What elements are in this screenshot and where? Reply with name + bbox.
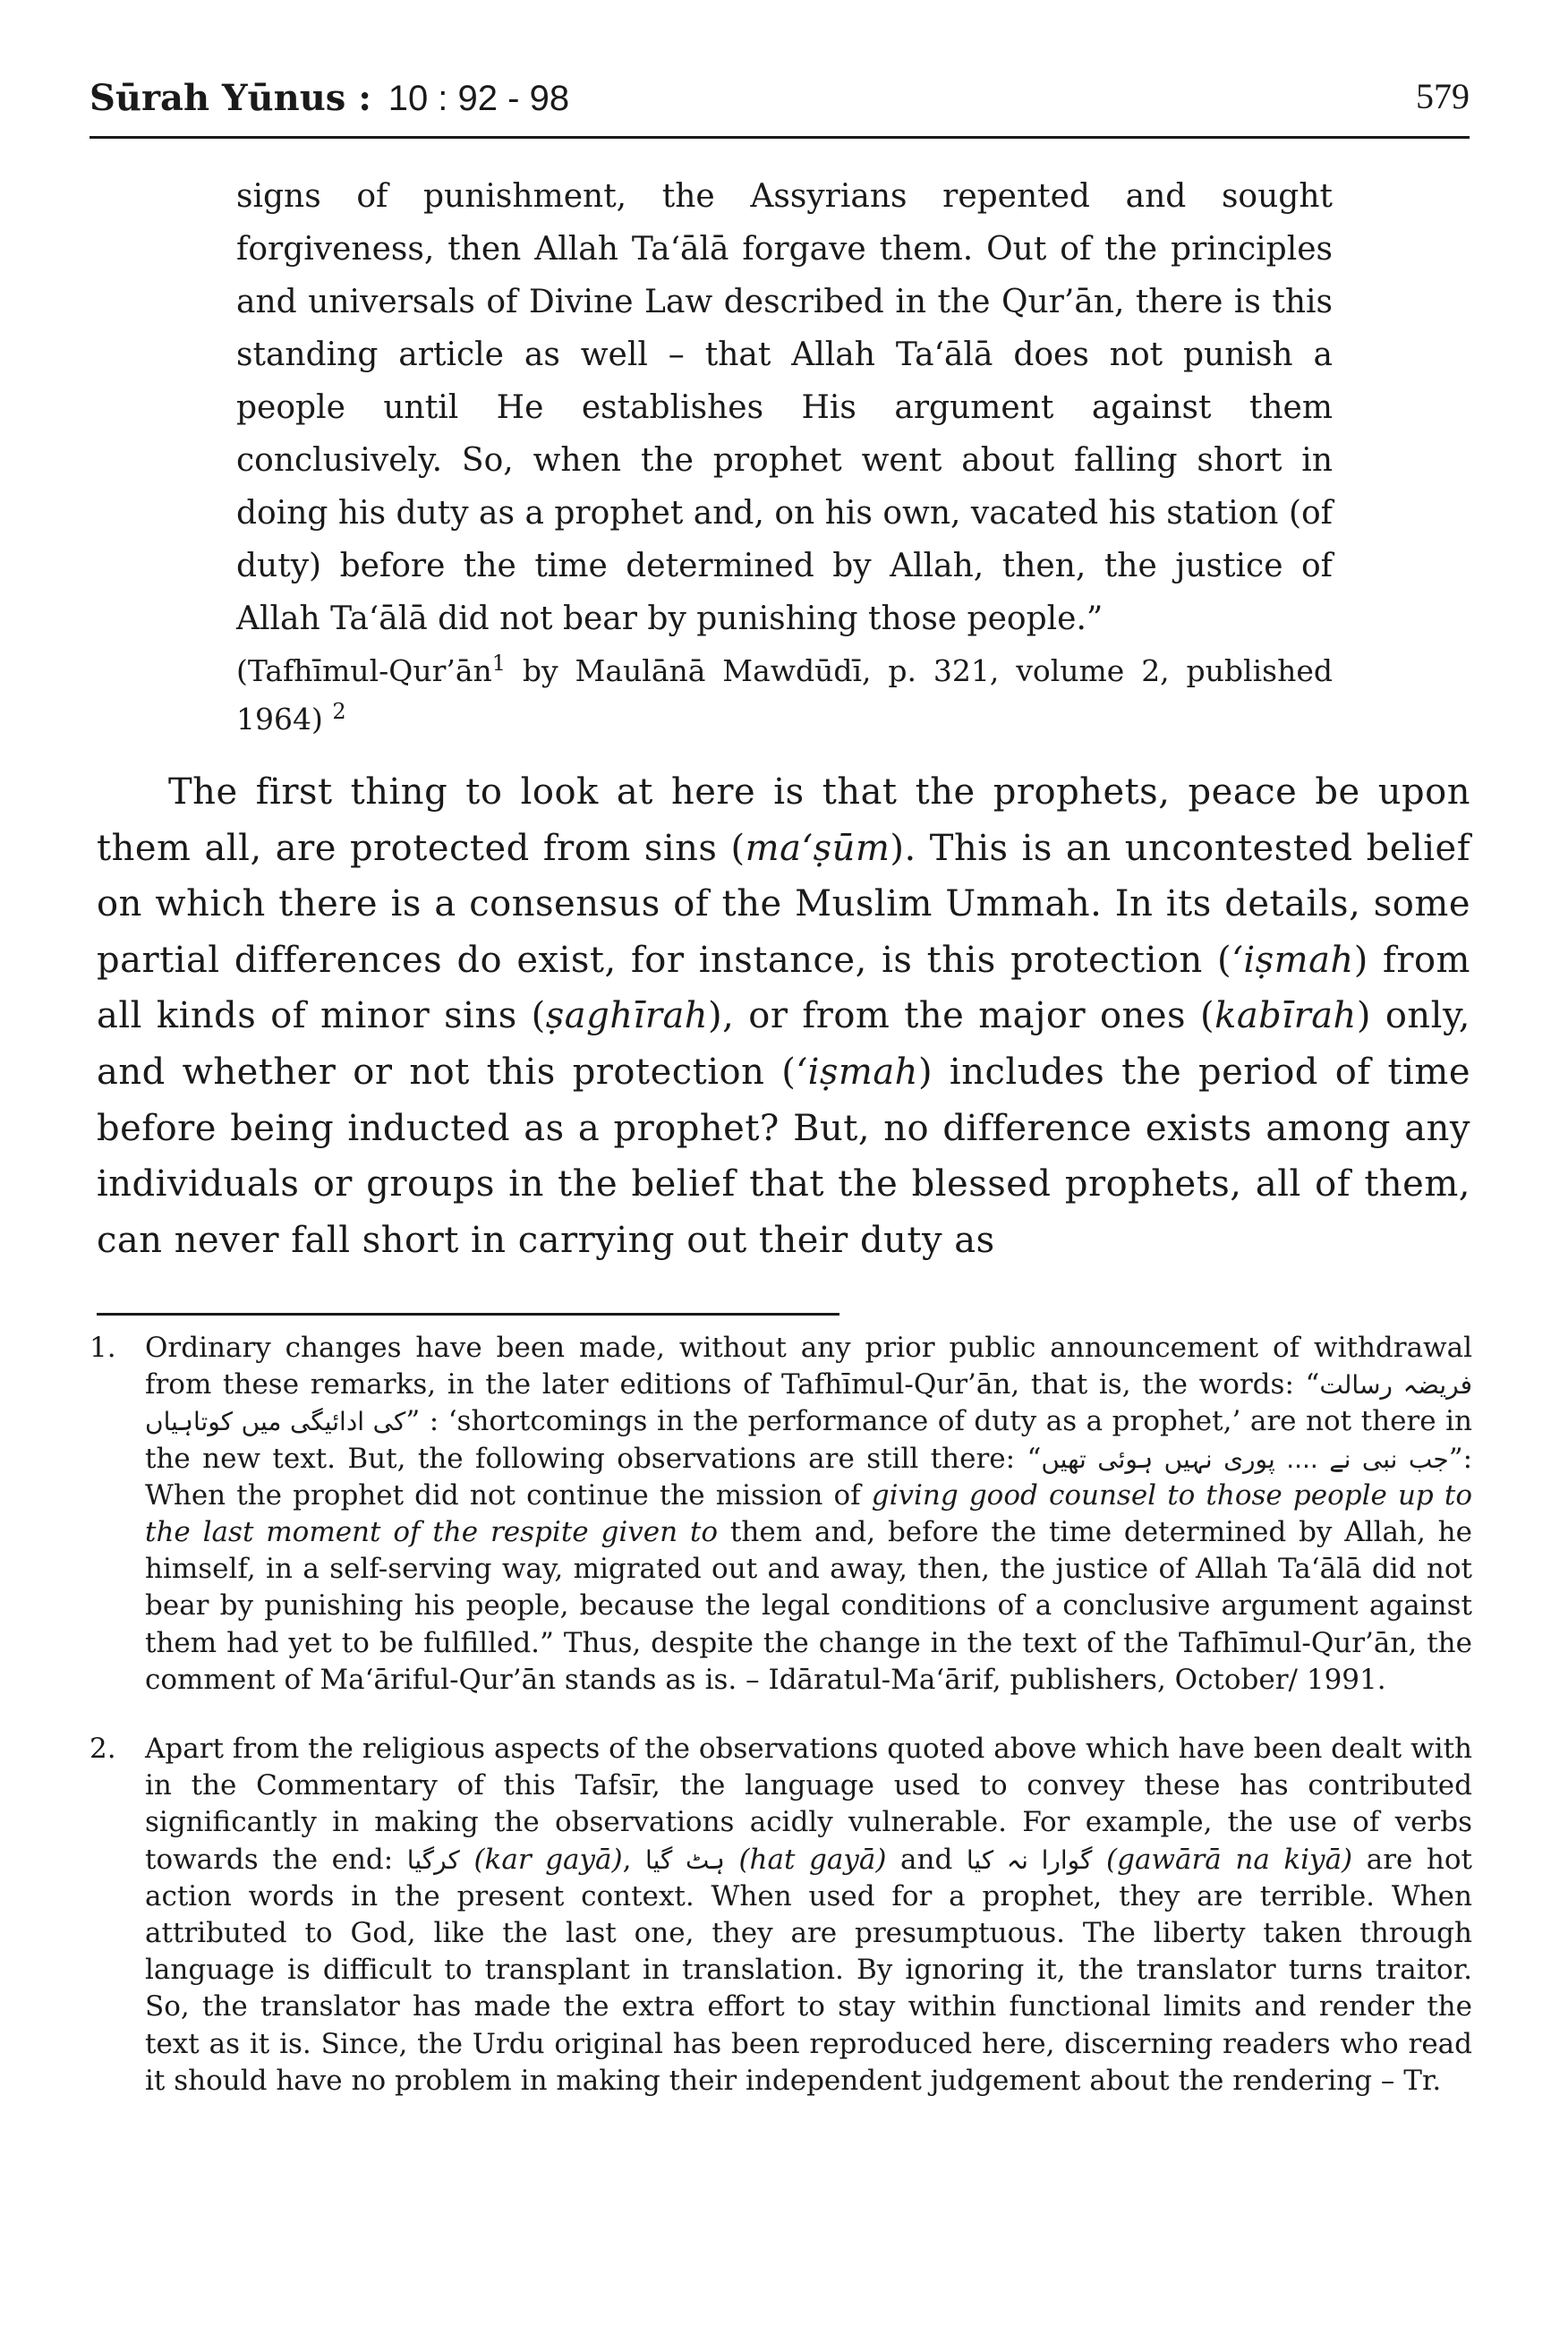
- footnote-ref-1[interactable]: 1: [491, 651, 507, 676]
- footnote-number: 2.: [89, 1733, 116, 1766]
- footnote-text: and: [886, 1843, 967, 1876]
- footnote-text: Ordinary changes have been made, without any prior public announcement of withdrawal from these remarks, in the later editions of Tafhīmul-Qur’ān, that is, the words: “: [145, 1332, 1472, 1401]
- transliteration: (hat gayā): [738, 1843, 887, 1876]
- footnote-rule: [97, 1313, 839, 1316]
- urdu-word: گوارا نہ کیا: [966, 1844, 1093, 1875]
- urdu-word: ہٹ گیا: [645, 1844, 725, 1875]
- text-run: ) from all kinds of minor sins (: [97, 939, 1470, 1037]
- page-number: 579: [1416, 76, 1470, 116]
- verse-reference: 10 : 92 - 98: [388, 79, 570, 118]
- footnotes: [89, 1330, 1472, 2100]
- term-masum: ma‘ṣūm: [745, 827, 891, 869]
- quote-citation: [236, 647, 1333, 744]
- term-kabirah: kabīrah: [1214, 995, 1357, 1037]
- footnote-text: them and, before the time determined by Allah, he himself, in a self-serving way, migrated out and away, then, the justice of Allah Ta‘ālā did not bear by punishing his people, because the legal conditions of a conclusive argument against them had yet to be fulfilled.” Thus, despite the change in the text of the Tafhīmul-Qur’ān, the comment of Ma‘āriful-Qur’ān stands as is. – Idāratul-Ma‘ārif, publishers, October/ 1991.: [145, 1516, 1472, 1696]
- footnote-text: ,: [622, 1843, 646, 1876]
- urdu-quote: فریضہ رسالت کی ادائیگی میں کوتاہیاں: [145, 1370, 1472, 1437]
- footnote-1: [89, 1330, 1472, 1699]
- transliteration: (kar gayā): [473, 1843, 623, 1876]
- urdu-quote: جب نبی نے .... پوری نہیں ہوئی تھیں: [1041, 1444, 1449, 1474]
- footnote-number: 1.: [89, 1332, 116, 1364]
- surah-name: Sūrah Yūnus :: [89, 77, 371, 119]
- header-title: [89, 77, 569, 119]
- footnote-text: Apart from the religious aspects of the observations quoted above which have been dealt with in the Commentary of this Tafsīr, the language used to convey these has contributed significantly in making the observations acidly vulnerable. For example, the use of verbs towards the end:: [145, 1733, 1472, 1876]
- main-text: [97, 764, 1470, 1268]
- urdu-word: کرگیا: [406, 1844, 460, 1875]
- citation-prefix: (Tafhīmul-Qur’ān: [236, 653, 492, 688]
- footnote-italic-text: giving good counsel to those people up to the last moment of the respite given to: [145, 1478, 1472, 1549]
- footnote-text: are hot action words in the present context. When used for a prophet, they are terrible. When attributed to God, like the last one, they are presumptuous. The liberty taken through language is difficult to transplant in translation. By ignoring it, the translator turns traitor. So, the translator has made the extra effort to stay within functional limits and render the text as it is. Since, the Urdu original has been reproduced here, discerning readers who read it should have no problem in making their independent judgement about the rendering – Tr.: [145, 1843, 1473, 2097]
- footnote-2: [89, 1731, 1472, 2100]
- body-paragraph: [97, 764, 1470, 1268]
- term-ismah: ‘iṣmah: [1231, 939, 1354, 981]
- header-rule: [89, 136, 1470, 139]
- text-run: ), or from the major ones (: [708, 995, 1215, 1037]
- text-run: ) includes the period of time before being inducted as a prophet? But, no difference exists among any individuals or groups in the belief that the blessed prophets, all of them, can never fall short in carrying out their duty as: [97, 1051, 1470, 1261]
- footnote-text: ” : ‘shortcomings in the performance of duty as a prophet,’ are not there in the new text. But, the following observations are still there: “: [145, 1405, 1472, 1475]
- running-header: [89, 72, 1470, 136]
- citation-suffix: by Maulānā Mawdūdī, p. 321, volume 2, published 1964): [236, 653, 1333, 737]
- text-run: ). This is an uncontested belief on which there is a consensus of the Muslim Ummah. In its details, some partial differences do exist, for instance, is this protection (: [97, 827, 1470, 981]
- text-run: ) only, and whether or not this protection (: [97, 995, 1470, 1093]
- transliteration: (gawārā na kiyā): [1106, 1843, 1353, 1876]
- footnote-text: ”: When the prophet did not continue the mission of: [145, 1442, 1473, 1512]
- term-saghirah: ṣaghīrah: [545, 995, 709, 1037]
- term-ismah: ‘iṣmah: [796, 1051, 918, 1093]
- quote-text: signs of punishment, the Assyrians repented and sought forgiveness, then Allah Ta‘ālā forgave them. Out of the principles and universals of Divine Law described in the Qur’ān, there is this standing article as well – that Allah Ta‘ālā does not punish a people until He establishes His argument against them conclusively. So, when the prophet went about falling short in doing his duty as a prophet and, on his own, vacated his station (of duty) before the time determined by Allah, then, the justice of Allah Ta‘ālā did not bear by punishing those people.”: [236, 178, 1333, 637]
- block-quote: [236, 170, 1333, 744]
- footnote-ref-2[interactable]: 2: [332, 699, 346, 724]
- text-run: The first thing to look at here is that the prophets, peace be upon them all, are protected from sins (: [97, 771, 1470, 869]
